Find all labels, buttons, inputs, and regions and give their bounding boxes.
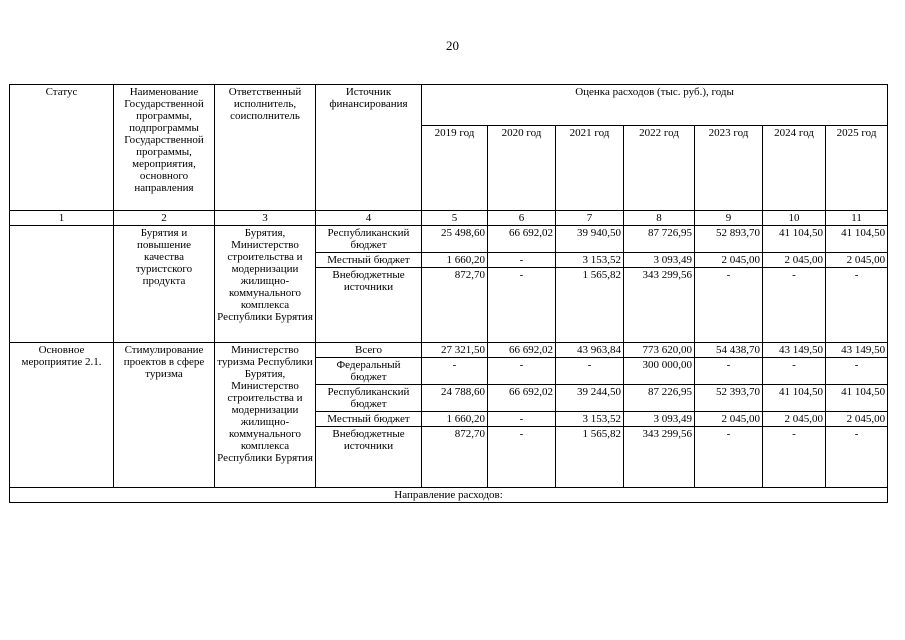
value-cell: 41 104,50 <box>763 226 826 253</box>
value-cell: - <box>763 427 826 488</box>
status-cell <box>10 226 114 343</box>
value-cell: - <box>763 268 826 343</box>
source-cell: Республиканский бюджет <box>316 226 422 253</box>
year-2022: 2022 год <box>624 126 695 211</box>
year-2019: 2019 год <box>422 126 488 211</box>
header-row <box>10 85 888 126</box>
value-cell: - <box>826 268 888 343</box>
column-number: 2 <box>114 211 215 226</box>
value-cell: 43 963,84 <box>556 343 624 358</box>
value-cell: 2 045,00 <box>763 253 826 268</box>
value-cell: 872,70 <box>422 268 488 343</box>
column-number: 9 <box>695 211 763 226</box>
value-cell: 2 045,00 <box>695 253 763 268</box>
value-cell: 87 726,95 <box>624 226 695 253</box>
value-cell: 2 045,00 <box>695 412 763 427</box>
value-cell: 300 000,00 <box>624 358 695 385</box>
year-2021: 2021 год <box>556 126 624 211</box>
value-cell: - <box>488 412 556 427</box>
value-cell: 66 692,02 <box>488 385 556 412</box>
value-cell: - <box>488 268 556 343</box>
value-cell: 2 045,00 <box>826 412 888 427</box>
executor-cell: Министерство туризма Республики Бурятия, Министерство строительства и модернизации жилищно-коммунального комплекса Республики Бурятия <box>215 343 316 488</box>
table-row <box>10 488 888 503</box>
year-2023: 2023 год <box>695 126 763 211</box>
executor-cell: Бурятия, Министерство строительства и модернизации жилищно-коммунального комплекса Республики Бурятия <box>215 226 316 343</box>
year-2020: 2020 год <box>488 126 556 211</box>
source-cell: Внебюджетные источники <box>316 268 422 343</box>
value-cell: - <box>422 358 488 385</box>
value-cell: 3 093,49 <box>624 253 695 268</box>
value-cell: 39 244,50 <box>556 385 624 412</box>
value-cell: - <box>826 358 888 385</box>
value-cell: 87 226,95 <box>624 385 695 412</box>
column-number-row <box>10 211 888 226</box>
source-cell: Федеральный бюджет <box>316 358 422 385</box>
column-number: 8 <box>624 211 695 226</box>
source-cell: Всего <box>316 343 422 358</box>
value-cell: - <box>763 358 826 385</box>
header-source: Источник финансирования <box>316 85 422 211</box>
value-cell: - <box>695 268 763 343</box>
value-cell: 41 104,50 <box>826 226 888 253</box>
value-cell: 2 045,00 <box>763 412 826 427</box>
value-cell: 1 565,82 <box>556 427 624 488</box>
column-number: 7 <box>556 211 624 226</box>
value-cell: 52 893,70 <box>695 226 763 253</box>
page-number: 20 <box>446 38 459 53</box>
name-cell: Бурятия и повышение качества туристского продукта <box>114 226 215 343</box>
value-cell: - <box>556 358 624 385</box>
column-number: 3 <box>215 211 316 226</box>
source-cell: Местный бюджет <box>316 412 422 427</box>
value-cell: 25 498,60 <box>422 226 488 253</box>
source-cell: Внебюджетные источники <box>316 427 422 488</box>
value-cell: 54 438,70 <box>695 343 763 358</box>
column-number: 6 <box>488 211 556 226</box>
column-number: 10 <box>763 211 826 226</box>
value-cell: 66 692,02 <box>488 226 556 253</box>
header-estimate: Оценка расходов (тыс. руб.), годы <box>422 85 888 126</box>
year-2024: 2024 год <box>763 126 826 211</box>
value-cell: 27 321,50 <box>422 343 488 358</box>
value-cell: 343 299,56 <box>624 268 695 343</box>
column-number: 4 <box>316 211 422 226</box>
value-cell: 43 149,50 <box>826 343 888 358</box>
value-cell: 343 299,56 <box>624 427 695 488</box>
value-cell: - <box>488 358 556 385</box>
value-cell: - <box>695 427 763 488</box>
value-cell: 41 104,50 <box>826 385 888 412</box>
value-cell: 43 149,50 <box>763 343 826 358</box>
value-cell: 41 104,50 <box>763 385 826 412</box>
source-cell: Местный бюджет <box>316 253 422 268</box>
header-name: Наименование Государственной программы, подпрограммы Государственной программы, мероприятия, основного направления <box>114 85 215 211</box>
value-cell: - <box>826 427 888 488</box>
status-cell: Основное мероприятие 2.1. <box>10 343 114 488</box>
value-cell: 1 660,20 <box>422 253 488 268</box>
value-cell: - <box>488 427 556 488</box>
value-cell: 773 620,00 <box>624 343 695 358</box>
header-status: Статус <box>10 85 114 211</box>
budget-table <box>9 84 888 503</box>
value-cell: 2 045,00 <box>826 253 888 268</box>
value-cell: 39 940,50 <box>556 226 624 253</box>
name-cell: Стимулирование проектов в сфере туризма <box>114 343 215 488</box>
value-cell: 24 788,60 <box>422 385 488 412</box>
value-cell: 1 565,82 <box>556 268 624 343</box>
column-number: 1 <box>10 211 114 226</box>
year-2025: 2025 год <box>826 126 888 211</box>
value-cell: 1 660,20 <box>422 412 488 427</box>
column-number: 5 <box>422 211 488 226</box>
value-cell: 3 153,52 <box>556 253 624 268</box>
expense-direction-row: Направление расходов: <box>10 488 888 503</box>
value-cell: 872,70 <box>422 427 488 488</box>
column-number: 11 <box>826 211 888 226</box>
value-cell: - <box>488 253 556 268</box>
source-cell: Республиканский бюджет <box>316 385 422 412</box>
value-cell: 66 692,02 <box>488 343 556 358</box>
value-cell: 3 093,49 <box>624 412 695 427</box>
value-cell: 3 153,52 <box>556 412 624 427</box>
value-cell: 52 393,70 <box>695 385 763 412</box>
value-cell: - <box>695 358 763 385</box>
table-row <box>10 343 888 358</box>
table-row <box>10 226 888 253</box>
header-executor: Ответственный исполнитель, соисполнитель <box>215 85 316 211</box>
